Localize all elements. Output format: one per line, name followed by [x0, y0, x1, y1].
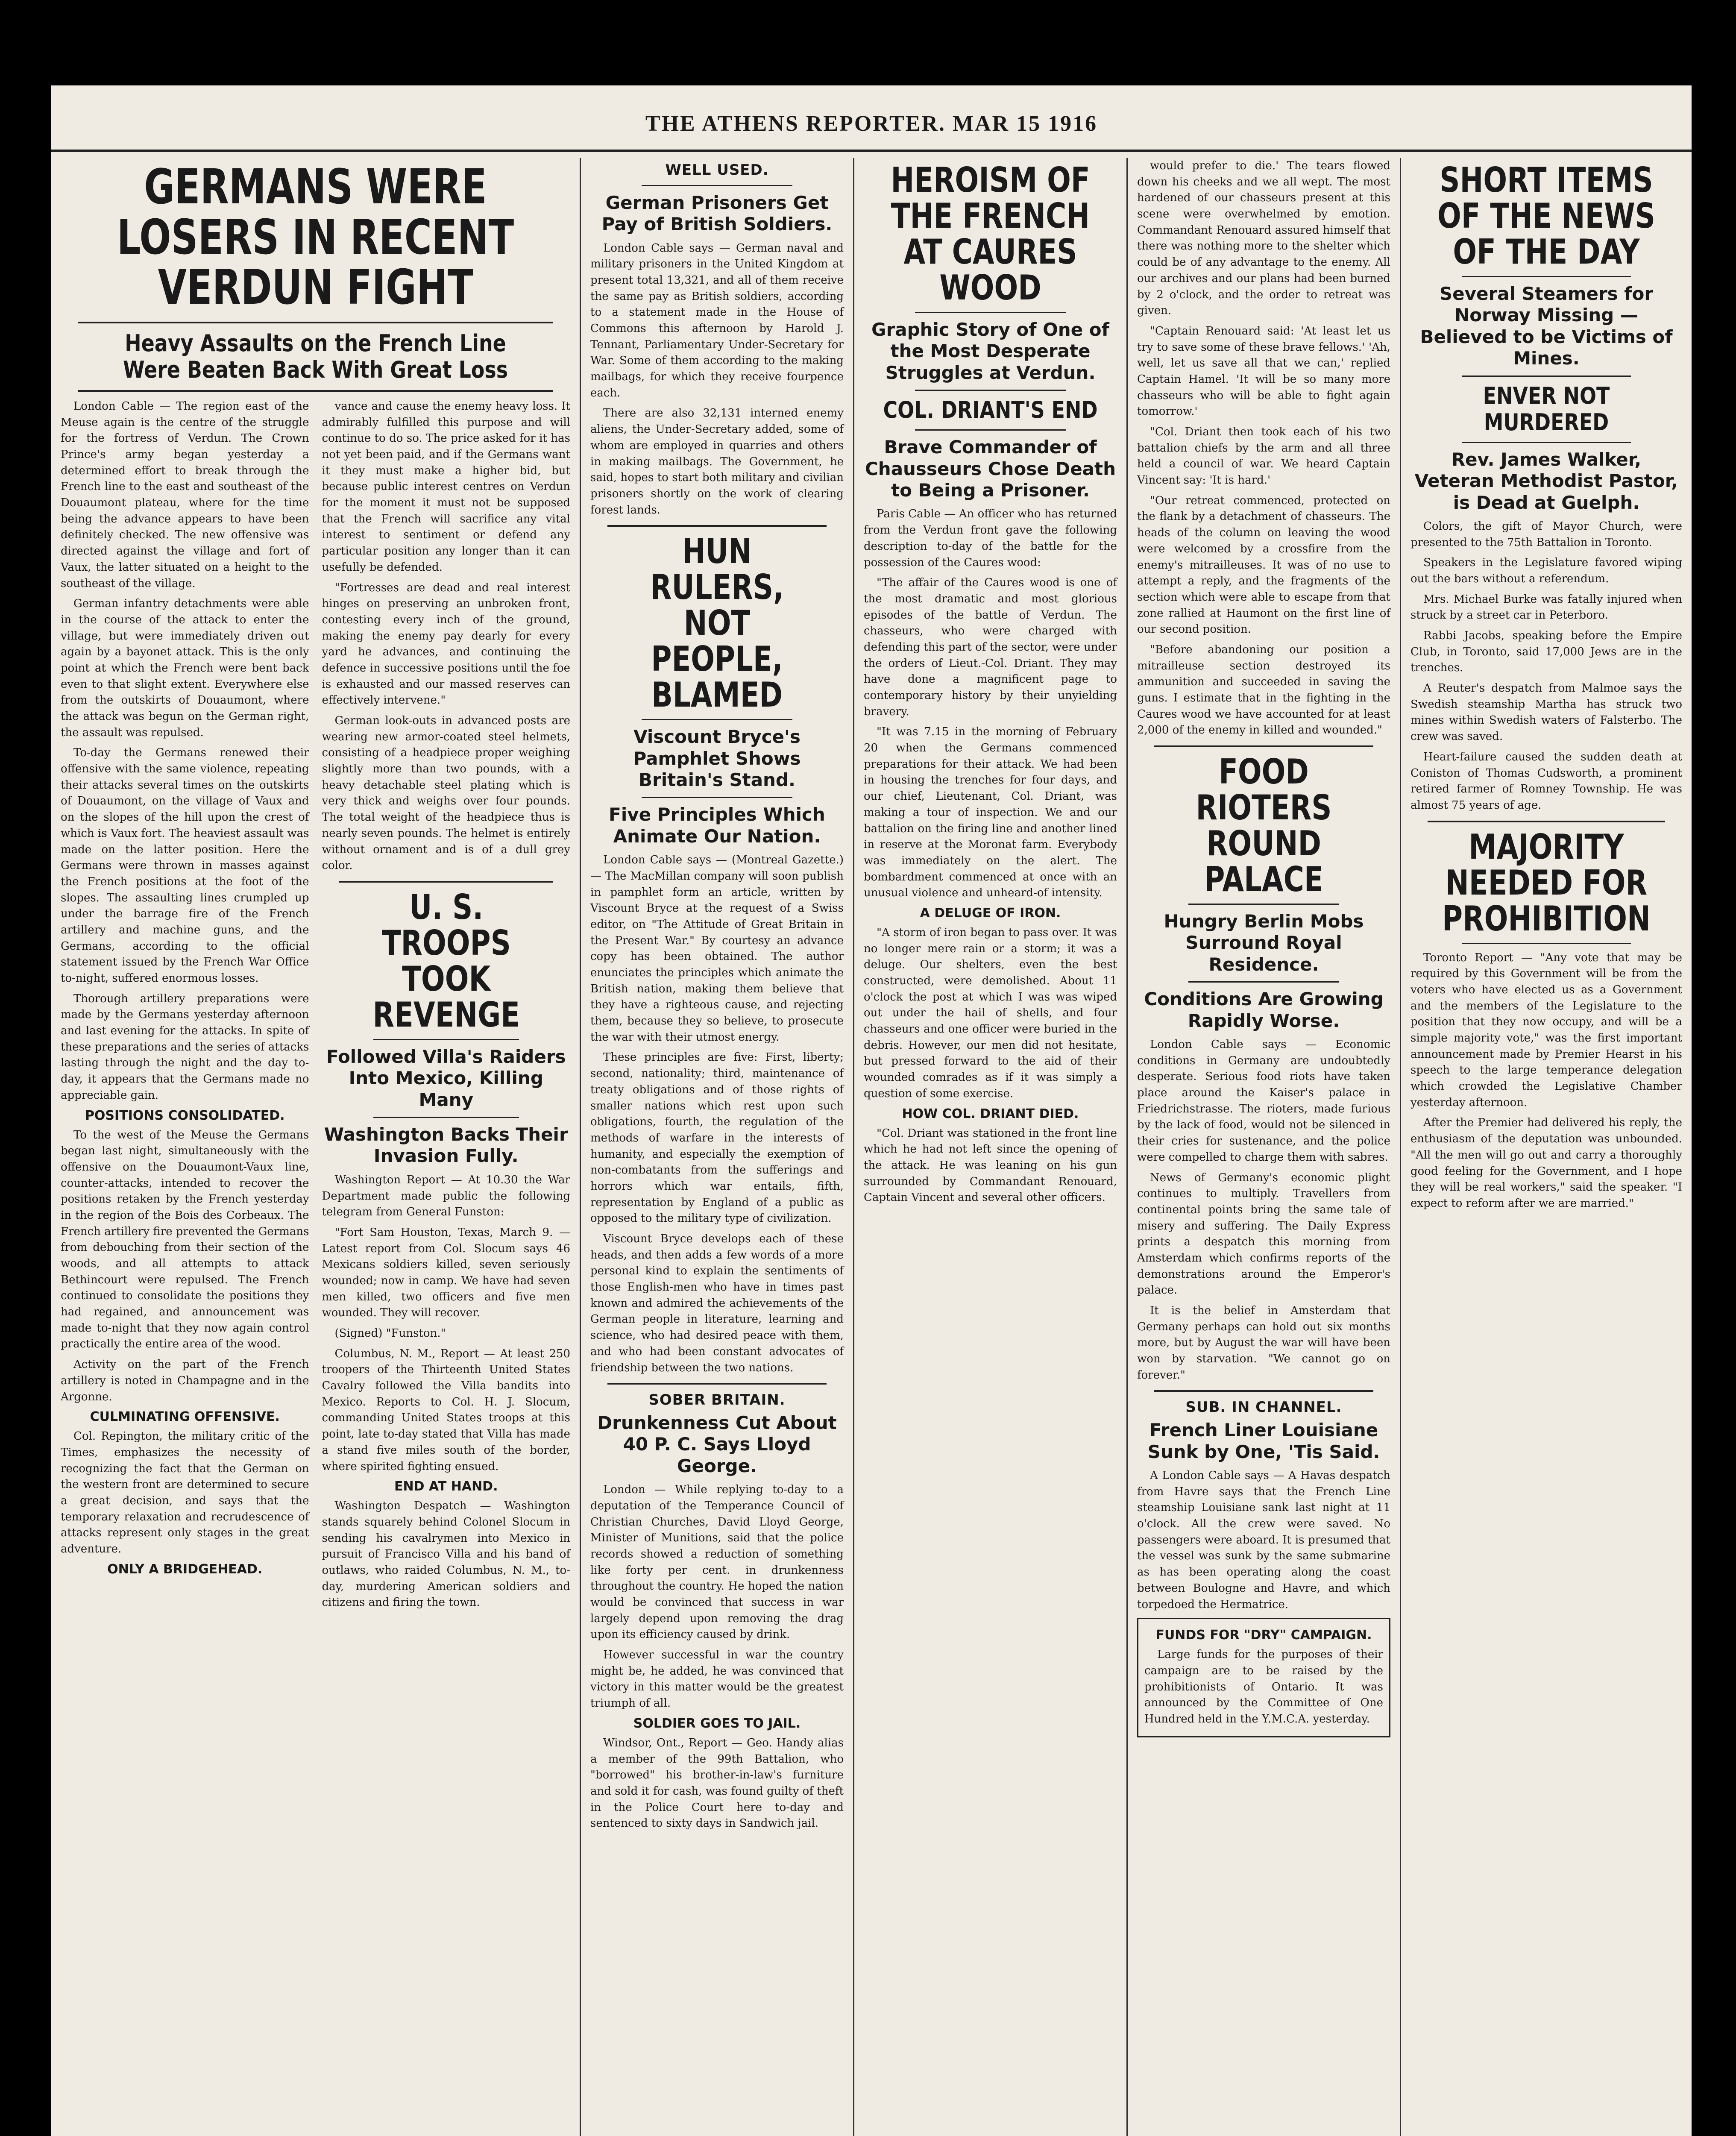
lead-story	[51, 158, 581, 2136]
lead-paragraph: To the west of the Meuse the Germans began last night, simultaneously with the offensive on the Douaumont-Vaux line, counter-attacks, intended to recover the positions retaken by the French yesterday in the region of the Bois des Corbeaux. The French artillery fire prevented the Germans from debouching from their section of the woods, and all attempts to attack Bethincourt were repulsed. The French continued to consolidate the positions they had regained, and announcement was made to-night that they now again control practically the entire area of the wood.	[61, 1128, 309, 1351]
column-3	[581, 158, 854, 2136]
huns-subhead: Viscount Bryce's Pamphlet Shows Britain's Stand.	[633, 726, 801, 791]
prefer-paragraph: would prefer to die.' The tears flowed down his cheeks and we all wept. The most hardened of our chasseurs present at this scene were overwhelmed by emotion. Commandant Renouard assured himself that there was nothing more to the shelter which could be of any advantage to the enemy. All our archives and our plans had been burned by 2 o'clock, and the order to retreat was given.	[1137, 159, 1390, 317]
heroism-paragraph: "A storm of iron began to pass over. It was no longer mere rain or a storm; it was a deluge. Our shelters, even the best constructed, were demolished. About 11 o'clock the post at which I was was wiped out under the hail of shells, and four chasseurs and one officer were buried in the debris. However, our men did not hesitate, but pressed forward to the aid of their wounded comrades as if it was simply a question of some exercise.	[864, 926, 1117, 1100]
short-item: Rabbi Jacobs, speaking before the Empire Club, in Toronto, said 17,000 Jews are in the trenches.	[1410, 629, 1682, 675]
lead-paragraph: vance and cause the enemy heavy loss. It admirably fulfilled this purpose and will continue to do so. The price asked for it has not yet been paid, and if the Germans want it they must make a higher bid, but because public interest centres on Verdun for the moment it must not be supposed that the French will sacrifice any vital interest to sentiment or defend any particular position any longer than it can usefully be defended.	[322, 399, 570, 574]
not-murdered-headline: ENVER NOT MURDERED	[1483, 382, 1610, 436]
divider	[1154, 745, 1373, 747]
section-heading: SOLDIER GOES TO JAIL.	[633, 1716, 801, 1731]
channel-subhead: French Liner Louisiane Sunk by One, 'Tis Said.	[1147, 1420, 1380, 1462]
newspaper-page	[51, 85, 1692, 2136]
section-heading: CULMINATING OFFENSIVE.	[90, 1409, 280, 1425]
food-paragraph: It is the belief in Amsterdam that Germany perhaps can hold out six months more, but by August the war will have been won by starvation. "We cannot go on forever."	[1137, 1304, 1390, 1382]
heroism-paragraph: "The affair of the Caures wood is one of the most dramatic and most glorious episodes of the battle of Verdun. The chasseurs, who were charged with defending this part of the sector, were under the orders of Lieut.-Col. Driant. They may have done a magnificent page to contemporary history by their unyielding bravery.	[864, 576, 1117, 718]
troops-subhead: Washington Backs Their Invasion Fully.	[324, 1124, 568, 1167]
troops-paragraph: Washington Report — At 10.30 the War Department made public the following telegram from General Funston:	[322, 1173, 570, 1219]
column-4	[854, 158, 1128, 2136]
divider	[78, 322, 553, 323]
column-6	[1401, 158, 1692, 2136]
divider	[1462, 442, 1631, 443]
lead-subhead: Heavy Assaults on the French Line Were Beaten Back With Great Loss	[123, 329, 508, 383]
heroism-paragraph: Paris Cable — An officer who has returned from the Verdun front gave the following description to-day of the battle for the possession of the Caures wood:	[864, 508, 1117, 569]
heroism-subhead: Brave Commander of Chausseurs Chose Death to Being a Prisoner.	[865, 437, 1116, 501]
divider	[642, 719, 792, 720]
channel-headline: SUB. IN CHANNEL.	[1185, 1399, 1342, 1416]
majority-paragraph: Toronto Report — "Any vote that may be required by this Government will be from the voters who have elected us as a Government and the members of the Legislature to the position that they now occupy, and will be a simple majority vote," was the first important announcement made by Premier Hearst in his speech to the large temperance delegation which crowded the Legislative Chamber yesterday afternoon.	[1410, 951, 1682, 1109]
troops-paragraph: Columbus, N. M., Report — At least 250 troopers of the Thirteenth United States Cavalry followed the Villa bandits into Mexico. Reports to Col. H. J. Slocum, commanding United States troops at this point, late to-day stated that Villa has made a stand five miles south of the border, where spirited fighting ensued.	[322, 1347, 570, 1473]
wellused-subhead: German Prisoners Get Pay of British Soldiers.	[601, 192, 833, 235]
divider	[1154, 1390, 1373, 1392]
lead-paragraph: To-day the Germans renewed their offensive with the same violence, repeating their attacks several times on the outskirts of Douaumont, on the village of Vaux and on the slopes of the hill upon the crest of which is Vaux fort. The heaviest assault was made on the latter position. Here the Germans were thrown in masses against the French positions at the foot of the slopes. The assaulting lines crumpled up under the barrage fire of the French artillery and machine guns, and the Germans, according to the official statement issued by the French War Office to-night, suffered enormous losses.	[61, 746, 309, 985]
food-paragraph: London Cable says — Economic conditions in Germany are undoubtedly desperate. Serious food riots have taken place around the Kaiser's palace in Friedrichstrasse. The rioters, made furious by the lack of food, would not be silenced in their cries for sustenance, and the police were compelled to charge them with sabres.	[1137, 1038, 1390, 1164]
wellused-headline: WELL USED.	[665, 161, 769, 179]
lead-paragraph: German look-outs in advanced posts are wearing new armor-coated steel helmets, consisting of a headpiece proper weighing slightly more than two pounds, with a heavy detachable steel plating which is very thick and weighs over four pounds. The total weight of the headpiece thus is nearly seven pounds. The helmet is entirely without ornament and is of a dull grey color.	[322, 714, 570, 872]
lead-paragraph: "Fortresses are dead and real interest hinges on preserving an unbroken front, contesting every inch of the ground, making the enemy pay dearly for every yard he advances, and continuing the defence in successive positions until the foe is exhausted and our massed reserves can effectively intervene."	[322, 581, 570, 707]
prefer-paragraph: "Col. Driant then took each of his two battalion chiefs by the arm and all three held a council of war. We heard Captain Vincent say: 'It is hard.'	[1137, 425, 1390, 487]
divider	[915, 312, 1066, 313]
lead-headline: GERMANS WERE LOSERS IN RECENT VERDUN FIGHT	[117, 159, 514, 316]
divider	[1188, 904, 1339, 905]
section-heading: POSITIONS CONSOLIDATED.	[85, 1108, 285, 1123]
divider	[607, 525, 827, 527]
not-murdered-subhead: Rev. James Walker, Veteran Methodist Pastor, is Dead at Guelph.	[1414, 449, 1678, 513]
divider	[642, 185, 792, 186]
short-item: A Reuter's despatch from Malmoe says the Swedish steamship Martha has struck two mines within Swedish waters of Falsterbo. The crew was saved.	[1410, 682, 1682, 743]
wellused-paragraph: London Cable says — German naval and military prisoners in the United Kingdom at present total 13,321, and all of them receive the same pay as British soldiers, according to a statement made in the House of Commons this afternoon by Harold J. Tennant, Parliamentary Under-Secretary for War. Some of them according to the making mailbags, for which they receive fourpence each.	[590, 241, 844, 399]
lead-paragraph: London Cable — The region east of the Meuse again is the centre of the struggle for the fortress of Verdun. The Crown Prince's army began yesterday a determined effort to break through the French line to the east and southeast of the Douaumont plateau, where for the time being the advance appears to have been definitely checked. The new offensive was directed against the village and fort of Vaux, the latter situated on a height to the southeast of the village.	[61, 399, 309, 590]
sober-paragraph: However successful in war the country might be, he added, he was convinced that victory in this matter would be the greatest triumph of all.	[590, 1649, 844, 1710]
lead-body	[61, 399, 570, 1615]
lead-body-left	[61, 399, 309, 1615]
heroism-paragraph: "Col. Driant was stationed in the front line which he had not left since the opening of the attack. He was leaning on his gun surrounded by Commandant Renouard, Captain Vincent and several other officers.	[864, 1127, 1117, 1204]
heroism-subhead: Graphic Story of One of the Most Desperate Struggles at Verdun.	[871, 319, 1109, 383]
divider	[915, 429, 1066, 431]
divider	[607, 1383, 827, 1385]
section-heading: ONLY A BRIDGEHEAD.	[107, 1561, 263, 1577]
lead-paragraph: German infantry detachments were able in the course of the attack to enter the village, but were immediately driven out again by a bayonet attack. This is the only point at which the French were bent back even to that slight extent. Everywhere else from the outskirts of Douaumont, where the attack was begun on the German right, the assault was repulsed.	[61, 597, 309, 739]
heroism-paragraph: "It was 7.15 in the morning of February 20 when the Germans commenced preparations for their attack. We had been in housing the trenches for four days, and our chief, Lieutenant, Col. Driant, was making a tour of inspection. We and our battalion on the firing line and another lined in reserve at the Moronat farm. Everybody was immediately on the alert. The bombardment commenced at once with an unusual violence and unheard-of intensity.	[864, 725, 1117, 900]
divider	[1188, 981, 1339, 983]
sober-subhead: Drunkenness Cut About 40 P. C. Says Lloyd George.	[597, 1412, 837, 1476]
short-item: Speakers in the Legislature favored wiping out the bars without a referendum.	[1410, 556, 1682, 585]
troops-paragraph: "Fort Sam Houston, Texas, March 9. — Latest report from Col. Slocum says 46 Mexicans soldiers killed, seven seriously wounded; now in camp. We have had seven men killed, two officers and five men wounded. They will recover.	[322, 1226, 570, 1320]
huns-paragraph: London Cable says — (Montreal Gazette.) — The MacMillan company will soon publish in pamphlet form an article, written by Viscount Bryce at the request of a Swiss editor, on "The Attitude of Great Britain in the Present War." By courtesy an advance copy has been obtained. The author enunciates the principles which animate the British nation, making them believe that they have a righteous cause, and rejecting them, because they so believe, to prosecute the war with their utmost energy.	[590, 854, 844, 1044]
majority-headline: MAJORITY NEEDED FOR PROHIBITION	[1442, 827, 1651, 939]
column-5	[1128, 158, 1401, 2136]
huns-headline: HUN RULERS, NOT PEOPLE, BLAMED	[650, 531, 784, 715]
prefer-paragraph: "Our retreat commenced, protected on the flank by a detachment of chasseurs. The heads of the column on leaving the wood were welcomed by a crossfire from the enemy's mitrailleuses. It was of no use to attempt a reply, and the fragments of the section which were able to escape from that zone rallied at Haumont on the first line of our second position.	[1137, 494, 1390, 636]
wellused-paragraph: There are also 32,131 interned enemy aliens, the Under-Secretary added, some of whom are employed in quarries and others in making mailbags. The Government, he said, hopes to start both military and civilian prisoners shortly on the work of clearing forest lands.	[590, 407, 844, 516]
sober-paragraph: London — While replying to-day to a deputation of the Temperance Council of Christian Churches, David Lloyd George, Minister of Munitions, said that the police records showed a reduction of something like forty per cent. in drunkenness throughout the country. He hoped the nation would be convinced that success in war largely depend upon removing the drag upon its efficiency caused by drink.	[590, 1483, 844, 1641]
short-item: Colors, the gift of Mayor Church, were presented to the 75th Battalion in Toronto.	[1410, 519, 1682, 549]
food-headline: FOOD RIOTERS ROUND PALACE	[1196, 752, 1332, 900]
masthead	[51, 85, 1692, 152]
funds-heading: FUNDS FOR "DRY" CAMPAIGN.	[1155, 1628, 1372, 1643]
food-paragraph: News of Germany's economic plight continues to multiply. Travellers from continental points bring the same tale of misery and suffering. The Daily Express prints a despatch this morning from Amsterdam which confirms reports of the demonstrations around the Emperor's palace.	[1137, 1171, 1390, 1297]
divider	[642, 797, 792, 798]
short-items-headline: SHORT ITEMS OF THE NEWS OF THE DAY	[1437, 160, 1656, 272]
funds-paragraph: Large funds for the purposes of their campaign are to be raised by the prohibitionists of Ontario. It was announced by the Committee of One Hundred held in the Y.M.C.A. yesterday.	[1144, 1648, 1383, 1725]
majority-paragraph: After the Premier had delivered his reply, the enthusiasm of the deputation was unbounded. "All the men will go out and carry a thoroughly good feeling for the Government, and I hope they will be real workers," said the speaker. "I expect to reform after we are married."	[1410, 1116, 1682, 1210]
huns-paragraph: These principles are five: First, liberty; second, nationality; third, maintenance of treaty obligations and of those rights of smaller nations which rest upon such obligations, fourth, the regulation of the methods of warfare in the interests of humanity, and especially the exemption of non-combatants from the sufferings and horrors which war entails, fifth, representation by England of a public as opposed to the military type of civilization.	[590, 1051, 844, 1225]
section-heading: HOW COL. DRIANT DIED.	[902, 1106, 1079, 1121]
masthead-title: THE ATHENS REPORTER. MAR 15 1916	[645, 111, 1098, 136]
short-items-subhead: Several Steamers for Norway Missing — Believed to be Victims of Mines.	[1420, 283, 1673, 369]
lead-paragraph: Col. Repington, the military critic of the Times, emphasizes the necessity of recognizing the fact that the German on the western front are determined to secure a great decision, and says that the temporary relaxation and recrudescence of attacks represent only stages in the great adventure.	[61, 1430, 309, 1556]
divider	[339, 881, 554, 883]
huns-paragraph: Viscount Bryce develops each of these heads, and then adds a few words of a more personal kind to explain the sentiments of those English-men who have in times past known and admired the achievements of the German people in literature, learning and science, who had desired peace with them, and who had been constant advocates of friendship between the two nations.	[590, 1232, 844, 1374]
prefer-paragraph: "Captain Renouard said: 'At least let us try to save some of these brave fellows.' 'Ah, well, let us save all that we can,' replied Captain Hamel. 'It will be so many more chasseurs who will be able to fight again tomorrow.'	[1137, 324, 1390, 418]
jail-paragraph: Windsor, Ont., Report — Geo. Handy alias a member of the 99th Battalion, who "borrowed" his brother-in-law's furniture and sold it for cash, was found guilty of theft in the Police Court here to-day and sentenced to sixty days in Sandwich jail.	[590, 1736, 844, 1830]
food-subhead: Hungry Berlin Mobs Surround Royal Residence.	[1164, 911, 1364, 975]
prefer-paragraph: "Before abandoning our position a mitrailleuse section destroyed its ammunition and succeeded in saving the guns. I estimate that in the fighting in the Caures wood we have accounted for at least 2,000 of the enemy in killed and wounded."	[1137, 643, 1390, 737]
divider	[373, 1039, 519, 1040]
section-heading: END AT HAND.	[394, 1479, 498, 1494]
short-item: Mrs. Michael Burke was fatally injured when struck by a street car in Peterboro.	[1410, 593, 1682, 622]
divider	[1462, 276, 1631, 277]
divider	[373, 1117, 519, 1118]
troops-headline: U. S. TROOPS TOOK REVENGE	[372, 887, 520, 1035]
heroism-subhead: COL. DRIANT'S END	[883, 396, 1098, 424]
food-subhead: Conditions Are Growing Rapidly Worse.	[1144, 989, 1384, 1031]
lead-paragraph: Activity on the part of the French artillery is noted in Champagne and in the Argonne.	[61, 1358, 309, 1403]
divider	[1462, 376, 1631, 377]
divider	[915, 390, 1066, 391]
huns-subhead: Five Principles Which Animate Our Nation.	[609, 804, 825, 847]
lead-paragraph: Thorough artillery preparations were made by the Germans yesterday afternoon and last evening for the attacks. In spite of these preparations and the series of attacks lasting through the night and the day to-day, it appears that the Germans made no appreciable gain.	[61, 992, 309, 1102]
divider	[1462, 943, 1631, 944]
troops-subhead: Followed Villa's Raiders Into Mexico, Killing Many	[326, 1046, 566, 1110]
divider	[1428, 821, 1665, 822]
lead-body-right	[322, 399, 571, 1615]
funds-box	[1137, 1618, 1390, 1737]
short-item: Heart-failure caused the sudden death at Coniston of Thomas Cudsworth, a prominent retired farmer of Romney Township. He was almost 75 years of age.	[1410, 750, 1682, 812]
sober-headline: SOBER BRITAIN.	[648, 1391, 786, 1409]
troops-paragraph: Washington Despatch — Washington stands squarely behind Colonel Slocum in sending his cavalrymen into Mexico in pursuit of Francisco Villa and his band of outlaws, who raided Columbus, N. M., to-day, murdering American soldiers and citizens and firing the town.	[322, 1499, 570, 1609]
channel-paragraph: A London Cable says — A Havas despatch from Havre says that the French Line steamship Louisiane sank last night at 11 o'clock. All the crew were saved. No passengers were aboard. It is presumed that the vessel was sunk by the same submarine as has been operating along the coast between Boulogne and Havre, and which torpedoed the Hermatrice.	[1137, 1469, 1390, 1611]
section-heading: A DELUGE OF IRON.	[920, 905, 1061, 921]
divider	[78, 390, 553, 392]
troops-paragraph: (Signed) "Funston."	[334, 1327, 446, 1340]
heroism-headline: HEROISM OF THE FRENCH AT CAURES WOOD	[891, 160, 1090, 308]
